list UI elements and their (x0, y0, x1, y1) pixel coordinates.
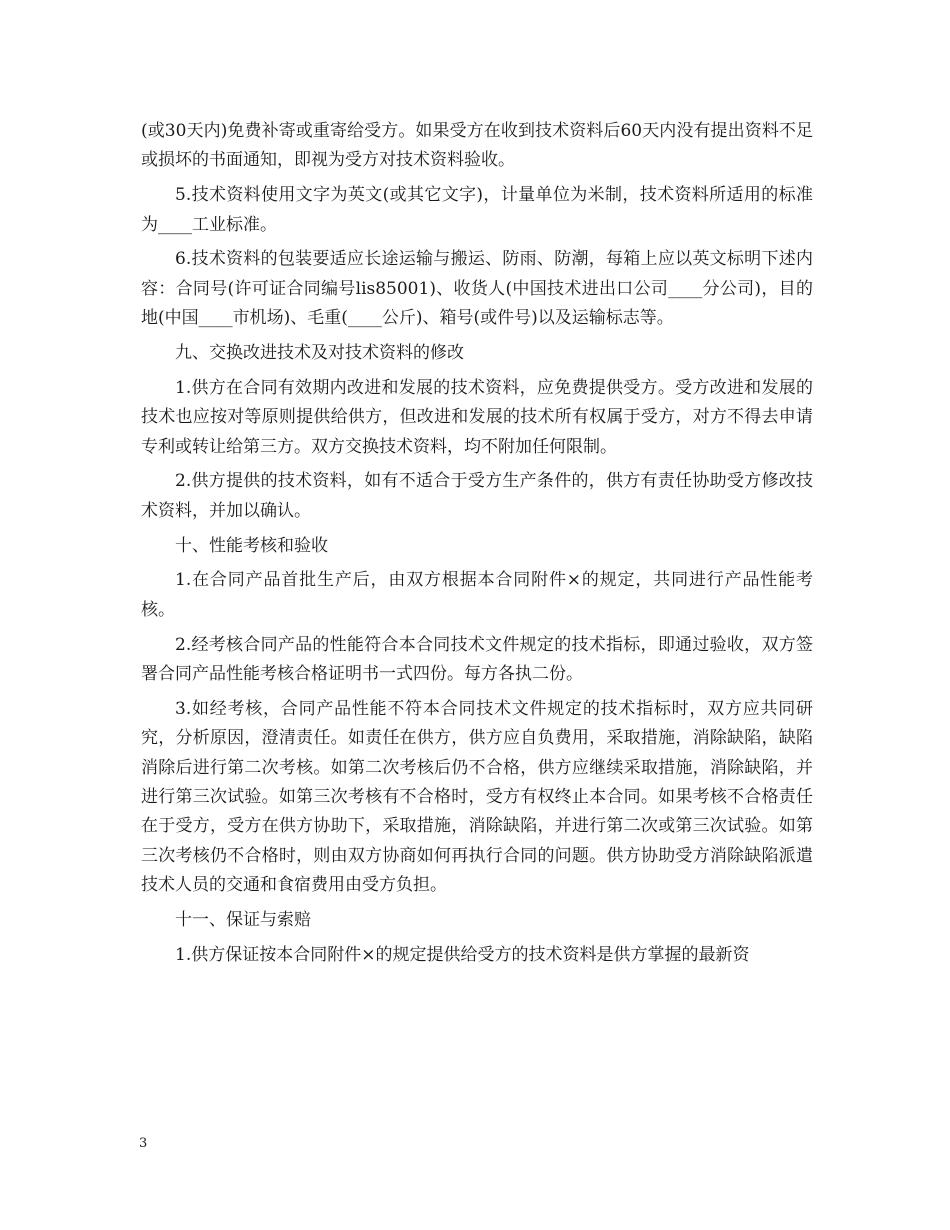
document-body (141, 117, 813, 976)
section-heading-9: 九、交换改进技术及对技术资料的修改 (175, 343, 464, 364)
paragraph-item-6: 6.技术资料的包装要适应长途运输与搬运、防雨、防潮，每箱上应以英文标明下述内容：合同号(许可证合同编号lis85001)、收货人(中国技术进出口公司____分公司)，目的地(中国____市机场)、毛重(____公斤)、箱号(或件号)以及运输标志等。 (141, 249, 813, 329)
section-heading-10: 十、性能考核和验收 (175, 535, 328, 556)
paragraph-10-3: 3.如经考核，合同产品性能不符本合同技术文件规定的技术指标时，双方应共同研究，分析原因，澄清责任。如责任在供方，供方应自负费用，采取措施，消除缺陷，缺陷消除后进行第二次考核。如第二次考核后仍不合格，供方应继续采取措施，消除缺陷，并进行第三次试验。如第三次考核有不合格时，受方有权终止本合同。如果考核不合格责任在于受方，受方在供方协助下，采取措施，消除缺陷，并进行第二次或第三次试验。如第三次考核仍不合格时，则由双方协商如何再执行合同的问题。供方协助受方消除缺陷派遣技术人员的交通和食宿费用由受方负担。 (141, 698, 813, 896)
page-number: 3 (139, 1136, 148, 1151)
paragraph-9-1: 1.供方在合同有效期内改进和发展的技术资料，应免费提供受方。受方改进和发展的技术也应按对等原则提供给供方，但改进和发展的技术所有权属于受方，对方不得去申请专利或转让给第三方。双方交换技术资料，均不附加任何限制。 (141, 377, 813, 457)
paragraph-item-5: 5.技术资料使用文字为英文(或其它文字)，计量单位为米制，技术资料所适用的标准为____工业标准。 (141, 185, 813, 235)
paragraph-10-1: 1.在合同产品首批生产后，由双方根据本合同附件×的规定，共同进行产品性能考核。 (141, 570, 813, 620)
paragraph-10-2: 2.经考核合同产品的性能符合本合同技术文件规定的技术指标，即通过验收，双方签署合同产品性能考核合格证明书一式四份。每方各执二份。 (141, 634, 813, 685)
paragraph-9-2: 2.供方提供的技术资料，如有不适合于受方生产条件的，供方有责任协助受方修改技术资料，并加以确认。 (141, 471, 813, 521)
section-heading-11: 十一、保证与索赔 (175, 910, 311, 931)
paragraph-11-1: 1.供方保证按本合同附件×的规定提供给受方的技术资料是供方掌握的最新资 (175, 944, 750, 965)
paragraph-continuation: (或30天内)免费补寄或重寄给受方。如果受方在收到技术资料后60天内没有提出资料不足或损坏的书面通知，即视为受方对技术资料验收。 (141, 121, 813, 171)
